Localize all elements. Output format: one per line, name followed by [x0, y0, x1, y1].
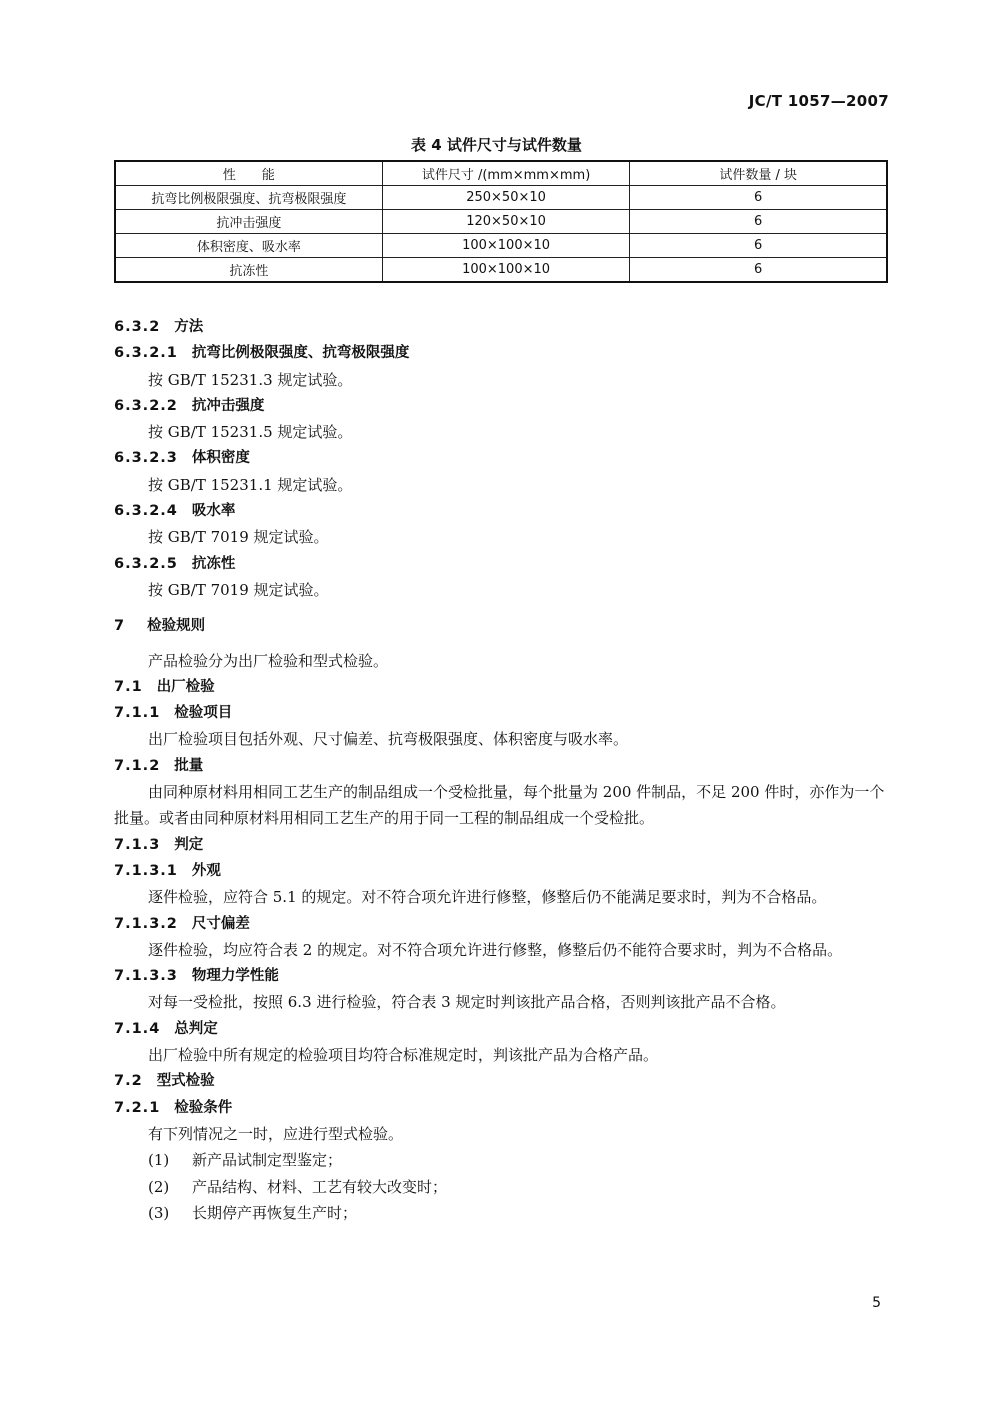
table-cell: 6 — [630, 258, 887, 283]
section-heading-6-3-2: 6.3.2 方法 — [114, 319, 204, 335]
section-text-6-3-2-4: 按 GB/T 7019 规定试验。 — [148, 528, 329, 547]
section-heading-6-3-2-4: 6.3.2.4 吸水率 — [114, 503, 236, 520]
section-text-6-3-2-1: 按 GB/T 15231.3 规定试验。 — [148, 370, 353, 389]
table-header-cell: 性 能 — [115, 161, 382, 186]
table-header-row — [115, 161, 887, 186]
section-heading-7-1: 7.1 出厂检验 — [114, 678, 215, 695]
table-row — [115, 210, 887, 234]
section-heading-7: 7 检验规则 — [114, 618, 206, 635]
list-item: (1) 新产品试制定型鉴定； — [148, 1151, 343, 1170]
table-cell: 100×100×10 — [382, 258, 630, 283]
section-heading-6-3-2-3: 6.3.2.3 体积密度 — [114, 450, 250, 467]
section-heading-7-2: 7.2 型式检验 — [114, 1073, 215, 1090]
table-header-cell: 试件数量 / 块 — [630, 161, 887, 186]
section-heading-6-3-2-5: 6.3.2.5 抗冻性 — [114, 555, 236, 572]
section-heading-6-3-2-2: 6.3.2.2 抗冲击强度 — [114, 397, 265, 414]
section-text-6-3-2-2: 按 GB/T 15231.5 规定试验。 — [148, 423, 353, 442]
table-cell: 抗弯比例极限强度、抗弯极限强度 — [115, 186, 382, 210]
section-text-7-1-1: 出厂检验项目包括外观、尺寸偏差、抗弯极限强度、体积密度与吸水率。 — [148, 730, 629, 749]
table-cell: 体积密度、吸水率 — [115, 234, 382, 258]
table-caption: 表 4 试件尺寸与试件数量 — [411, 136, 582, 154]
section-text-6-3-2-3: 按 GB/T 15231.1 规定试验。 — [148, 475, 353, 494]
section-heading-7-1-3-2: 7.1.3.2 尺寸偏差 — [114, 915, 250, 932]
document-code: JC/T 1057—2007 — [748, 92, 889, 110]
table-row — [115, 258, 887, 283]
section-text-7-1-4: 出厂检验中所有规定的检验项目均符合标准规定时，判该批产品为合格产品。 — [148, 1046, 659, 1065]
section-heading-7-1-1: 7.1.1 检验项目 — [114, 705, 233, 722]
table-cell: 抗冻性 — [115, 258, 382, 283]
table-cell: 120×50×10 — [382, 210, 630, 234]
section-text-7-2-1: 有下列情况之一时，应进行型式检验。 — [148, 1124, 404, 1143]
list-item: (2) 产品结构、材料、工艺有较大改变时； — [148, 1177, 448, 1196]
document-body — [114, 314, 889, 1226]
section-text-6-3-2-5: 按 GB/T 7019 规定试验。 — [148, 580, 329, 599]
list-item: (3) 长期停产再恢复生产时； — [148, 1203, 358, 1222]
table-cell: 6 — [630, 234, 887, 258]
section-heading-7-1-3-3: 7.1.3.3 物理力学性能 — [114, 968, 279, 985]
table-cell: 100×100×10 — [382, 234, 630, 258]
section-heading-6-3-2-1: 6.3.2.1 抗弯比例极限强度、抗弯极限强度 — [114, 345, 410, 362]
section-heading-7-1-3-1: 7.1.3.1 外观 — [114, 862, 221, 879]
section-heading-7-1-4: 7.1.4 总判定 — [114, 1020, 218, 1037]
section-text-7-1-2: 由同种原材料用相同工艺生产的制品组成一个受检批量，每个批量为 200 件制品，不足 200 件时，亦作为一个批量。或者由同种原材料用相同工艺生产的用于同一工程的制品组成一个受检批。 — [114, 783, 885, 828]
page-number: 5 — [872, 1295, 881, 1311]
table-row — [115, 186, 887, 210]
section-text-7: 产品检验分为出厂检验和型式检验。 — [148, 651, 389, 670]
section-text-7-1-3-1: 逐件检验，应符合 5.1 的规定。对不符合项允许进行修整，修整后仍不能满足要求时，判为不合格品。 — [148, 888, 827, 907]
section-text-7-1-3-2: 逐件检验，均应符合表 2 的规定。对不符合项允许进行修整，修整后仍不能符合要求时，判为不合格品。 — [148, 940, 843, 959]
table-row — [115, 234, 887, 258]
section-heading-7-1-2: 7.1.2 批量 — [114, 757, 204, 774]
table-cell: 6 — [630, 186, 887, 210]
section-text-7-1-3-3: 对每一受检批，按照 6.3 进行检验，符合表 3 规定时判该批产品合格，否则判该批产品不合格。 — [148, 993, 786, 1012]
specimen-table — [114, 160, 888, 283]
section-heading-7-2-1: 7.2.1 检验条件 — [114, 1099, 233, 1116]
table-header-cell: 试件尺寸 /(mm×mm×mm) — [382, 161, 630, 186]
table-cell: 6 — [630, 210, 887, 234]
table-cell: 抗冲击强度 — [115, 210, 382, 234]
section-heading-7-1-3: 7.1.3 判定 — [114, 836, 204, 853]
table-cell: 250×50×10 — [382, 186, 630, 210]
